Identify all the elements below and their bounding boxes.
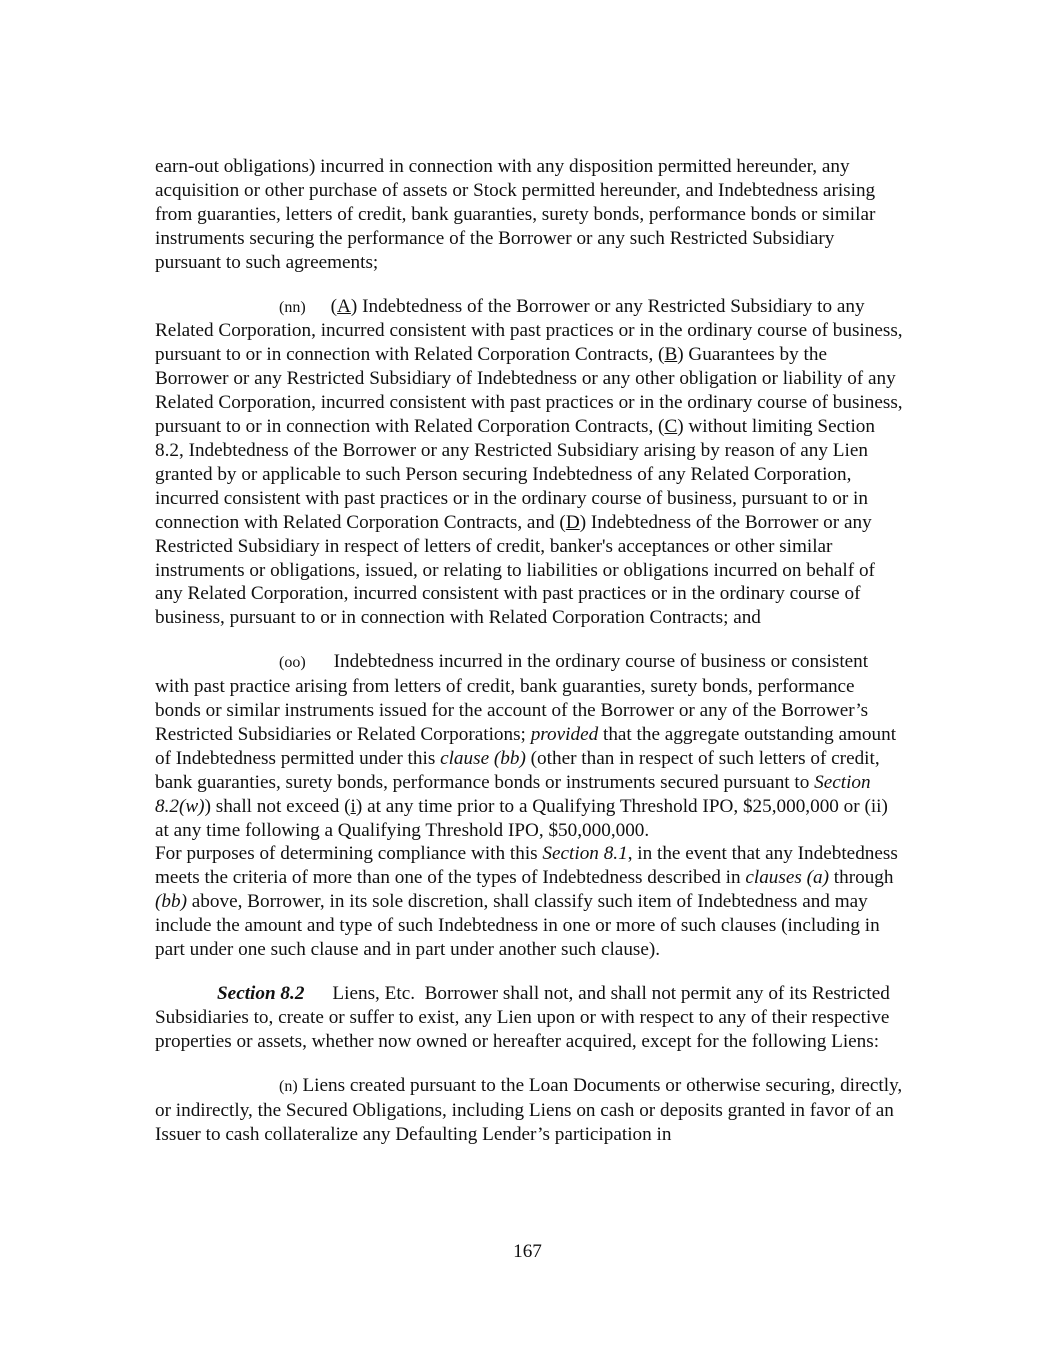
subclause-a-label: A [337, 295, 351, 317]
clause-label-nn: (nn) [279, 298, 306, 316]
section-8-2: Section 8.2 Liens, Etc. Borrower shall not, and shall not permit any of its Restricted Subsidiaries to, create or suffer to exist, any Lien upon or with respect to any of their respective properties or assets, whether now owned or hereafter acquired, except for the following Liens: [155, 983, 895, 1052]
clause-label-n: (n) [279, 1077, 298, 1095]
subclause-d-label: D [565, 511, 580, 533]
page-number: 167 [513, 1241, 542, 1262]
clause-nn: (nn) (A) Indebtedness of the Borrower or any Restricted Subsidiary to any Related Corporation, incurred consistent with past practices or in the ordinary course of business, pursuant to or in connection with Related Corporation Contracts, (B) Guarantees by the Borrower or any Restricted Subsidiary of Indebtedness or any other obligation or liability of any Related Corporation, incurred consistent with past practices or in the ordinary course of business, pursuant to or in connection with Related Corporation Contracts, (C) without limiting Section 8.2, Indebtedness of the Borrower or any Restricted Subsidiary arising by reason of any Lien granted by or applicable to such Person securing Indebtedness of any Related Corporation, incurred consistent with past practices or in the ordinary course of business, pursuant to or in connection with Related Corporation Contracts, and (D) Indebtedness of the Borrower or any Restricted Subsidiary in respect of letters of credit, banker's acceptances or other similar instruments or obligations, issued, or relating to liabilities or obligations incurred on behalf of any Related Corporation, incurred consistent with past practices or in the ordinary course of business, pursuant to or in connection with Related Corporation Contracts; and [155, 295, 903, 629]
section-8-1-ref: Section 8.1 [542, 843, 628, 865]
paragraph-continuation: earn-out obligations) incurred in connection with any disposition permitted hereunder, any acquisition or other purchase of assets or Stock permitted hereunder, and Indebtedness arising from guaranties, letters of credit, bank guaranties, surety bonds, performance bonds or similar instruments securing the performance of the Borrower or any such Restricted Subsidiary pursuant to such agreements; [155, 156, 876, 273]
subclause-b-label: B [664, 344, 678, 366]
clauses-a-ref: clauses (a) [745, 867, 829, 889]
section-8-2w-ref: Section 8.2(w) [155, 771, 871, 817]
clause-n: (n) Liens created pursuant to the Loan Documents or otherwise securing, directly, or indirectly, the Secured Obligations, including Liens on cash or deposits granted in favor of an Issuer to cash collateralize any Defaulting Lender’s participation in [155, 1074, 903, 1145]
provided-term: provided [530, 723, 599, 745]
section-heading: Section 8.2 [217, 983, 305, 1004]
clause-oo: (oo) Indebtedness incurred in the ordinary course of business or consistent with past practice arising from letters of credit, bank guaranties, surety bonds, performance bonds or similar instruments issued for the account of the Borrower or any of the Borrower’s Restricted Subsidiaries or Related Corporations; provided that the aggregate outstanding amount of Indebtedness permitted under this clause (bb) (other than in respect of such letters of credit, bank guaranties, surety bonds, performance bonds or instruments secured pursuant to Section 8.2(w)) shall not exceed (i) at any time prior to a Qualifying Threshold IPO, $25,000,000 or (ii) at any time following a Qualifying Threshold IPO, $50,000,000. [155, 651, 897, 841]
subclause-c-label: C [664, 416, 678, 438]
clause-bb-ref-2: (bb) [155, 891, 187, 913]
section-title: Liens, Etc. [332, 983, 416, 1004]
paragraph-purposes: For purposes of determining compliance with this Section 8.1, in the event that any Indebtedness meets the criteria of more than one of the types of Indebtedness described in clauses (a) through (bb) above, Borrower, in its sole discretion, shall classify such item of Indebtedness and may include the amount and type of such Indebtedness in one or more of such clauses (including in part under one such clause and in part under another such clause). [155, 843, 898, 961]
clause-label-oo: (oo) [279, 654, 306, 672]
item-i-label: i [350, 795, 356, 817]
clause-bb-ref: clause (bb) [440, 747, 526, 769]
document-page [155, 155, 903, 1146]
